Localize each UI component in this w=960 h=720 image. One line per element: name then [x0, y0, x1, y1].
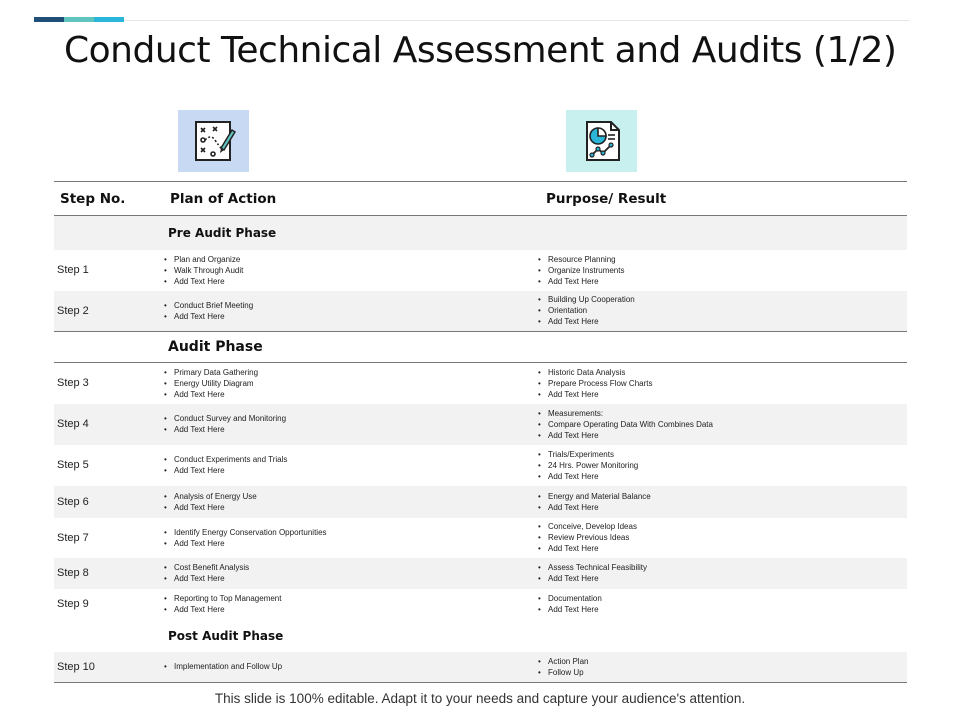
plan-cell [162, 404, 546, 445]
plan-cell [162, 558, 546, 589]
list-item: • Add Text Here [536, 276, 907, 287]
header-step: Step No. [54, 182, 162, 216]
purpose-list [536, 367, 907, 400]
step-label: Step 5 [57, 459, 89, 471]
step-label: Step 2 [54, 291, 162, 332]
phase-row-audit [54, 332, 907, 363]
list-item: • Follow Up [536, 667, 907, 678]
list-item: • Add Text Here [536, 502, 907, 513]
list-item: • Add Text Here [162, 311, 546, 322]
plan-cell [162, 445, 546, 486]
plan-list [162, 300, 546, 322]
list-item: • Add Text Here [162, 389, 546, 400]
list-item: • Compare Operating Data With Combines Data [536, 419, 907, 430]
list-item: • Add Text Here [162, 276, 546, 287]
purpose-cell [546, 404, 907, 445]
phase-row-pre [54, 216, 907, 250]
purpose-cell [546, 558, 907, 589]
list-item: • Measurements: [536, 408, 907, 419]
table-row [54, 363, 907, 404]
report-chart-icon [579, 118, 625, 164]
header-purpose: Purpose/ Result [546, 182, 907, 216]
list-item: • Prepare Process Flow Charts [536, 378, 907, 389]
step-label: Step 7 [57, 531, 89, 544]
phase-label: Audit Phase [162, 332, 907, 363]
purpose-list [536, 254, 907, 287]
table-row [54, 558, 907, 589]
plan-list [162, 413, 546, 435]
table-body [54, 216, 907, 683]
step-label: Step 8 [54, 558, 162, 589]
plan-list [162, 491, 546, 513]
page-title: Conduct Technical Assessment and Audits (1/2) [64, 30, 897, 71]
purpose-cell [546, 589, 907, 620]
footer-note: This slide is 100% editable. Adapt it to your needs and capture your audience's attention. [214, 691, 746, 706]
plan-list [162, 454, 546, 476]
step-label: Step 3 [57, 377, 89, 390]
list-item: • Add Text Here [536, 316, 907, 327]
list-item: • 24 Hrs. Power Monitoring [536, 460, 907, 471]
plan-cell [162, 291, 546, 332]
list-item: • Building Up Cooperation [536, 294, 907, 305]
table-row [54, 518, 907, 558]
table-row [54, 250, 907, 291]
purpose-cell [546, 486, 907, 518]
purpose-list [536, 656, 907, 678]
list-item: • Review Previous Ideas [536, 532, 907, 543]
phase-row-post [54, 620, 907, 652]
list-item: • Historic Data Analysis [536, 367, 907, 378]
list-item: • Add Text Here [162, 502, 546, 513]
list-item: • Energy and Material Balance [536, 491, 907, 502]
step-label: Step 9 [57, 598, 89, 610]
list-item: • Organize Instruments [536, 265, 907, 276]
purpose-list [536, 593, 907, 615]
purpose-list [536, 449, 907, 482]
purpose-cell [546, 291, 907, 332]
list-item: • Conduct Experiments and Trials [162, 454, 546, 465]
list-item: • Action Plan [536, 656, 907, 667]
table-row [54, 404, 907, 445]
plan-list [162, 562, 546, 584]
list-item: • Identify Energy Conservation Opportunities [162, 527, 546, 538]
plan-cell [162, 486, 546, 518]
purpose-cell [546, 363, 907, 404]
step-label: Step 6 [54, 486, 162, 518]
purpose-cell [546, 518, 907, 558]
list-item: • Add Text Here [162, 465, 546, 476]
list-item: • Add Text Here [536, 543, 907, 554]
report-chart-icon-box [566, 110, 637, 172]
list-item: • Orientation [536, 305, 907, 316]
step-label: Step 1 [57, 264, 89, 276]
plan-cell [162, 652, 546, 683]
plan-list [162, 367, 546, 400]
purpose-cell [546, 445, 907, 486]
step-label: Step 10 [54, 652, 162, 683]
list-item: • Add Text Here [162, 573, 546, 584]
list-item: • Assess Technical Feasibility [536, 562, 907, 573]
list-item: • Add Text Here [536, 604, 907, 615]
list-item: • Documentation [536, 593, 907, 604]
strategy-plan-icon-box [178, 110, 249, 172]
plan-cell [162, 363, 546, 404]
purpose-cell [546, 652, 907, 683]
list-item: • Walk Through Audit [162, 265, 546, 276]
plan-cell [162, 250, 546, 291]
list-item: • Energy Utility Diagram [162, 378, 546, 389]
list-item: • Conduct Brief Meeting [162, 300, 546, 311]
list-item: • Add Text Here [536, 389, 907, 400]
list-item: • Add Text Here [162, 424, 546, 435]
table-header-row [54, 182, 907, 216]
step-label: Step 4 [54, 404, 162, 445]
list-item: • Conceive, Develop Ideas [536, 521, 907, 532]
plan-list [162, 254, 546, 287]
plan-list [162, 661, 546, 672]
table-row [54, 291, 907, 332]
table-row [54, 486, 907, 518]
header-plan: Plan of Action [162, 182, 546, 216]
list-item: • Analysis of Energy Use [162, 491, 546, 502]
audit-table [54, 181, 907, 683]
list-item: • Implementation and Follow Up [162, 661, 546, 672]
list-item: • Add Text Here [162, 538, 546, 549]
phase-label: Post Audit Phase [168, 628, 284, 643]
list-item: • Cost Benefit Analysis [162, 562, 546, 573]
strategy-plan-icon [191, 118, 237, 164]
list-item: • Primary Data Gathering [162, 367, 546, 378]
divider [124, 20, 910, 21]
table-row [54, 652, 907, 683]
purpose-list [536, 491, 907, 513]
list-item: • Trials/Experiments [536, 449, 907, 460]
list-item: • Add Text Here [162, 604, 546, 615]
list-item: • Resource Planning [536, 254, 907, 265]
phase-label: Pre Audit Phase [162, 216, 907, 250]
purpose-list [536, 521, 907, 554]
list-item: • Plan and Organize [162, 254, 546, 265]
table-row [54, 589, 907, 620]
purpose-list [536, 562, 907, 584]
list-item: • Reporting to Top Management [162, 593, 546, 604]
plan-list [162, 527, 546, 549]
accent-bar [34, 17, 124, 22]
list-item: • Add Text Here [536, 471, 907, 482]
purpose-list [536, 408, 907, 441]
plan-cell [162, 518, 546, 558]
table-row [54, 445, 907, 486]
purpose-list [536, 294, 907, 327]
list-item: • Add Text Here [536, 573, 907, 584]
plan-list [162, 593, 546, 615]
plan-cell [162, 589, 546, 620]
purpose-cell [546, 250, 907, 291]
list-item: • Add Text Here [536, 430, 907, 441]
list-item: • Conduct Survey and Monitoring [162, 413, 546, 424]
